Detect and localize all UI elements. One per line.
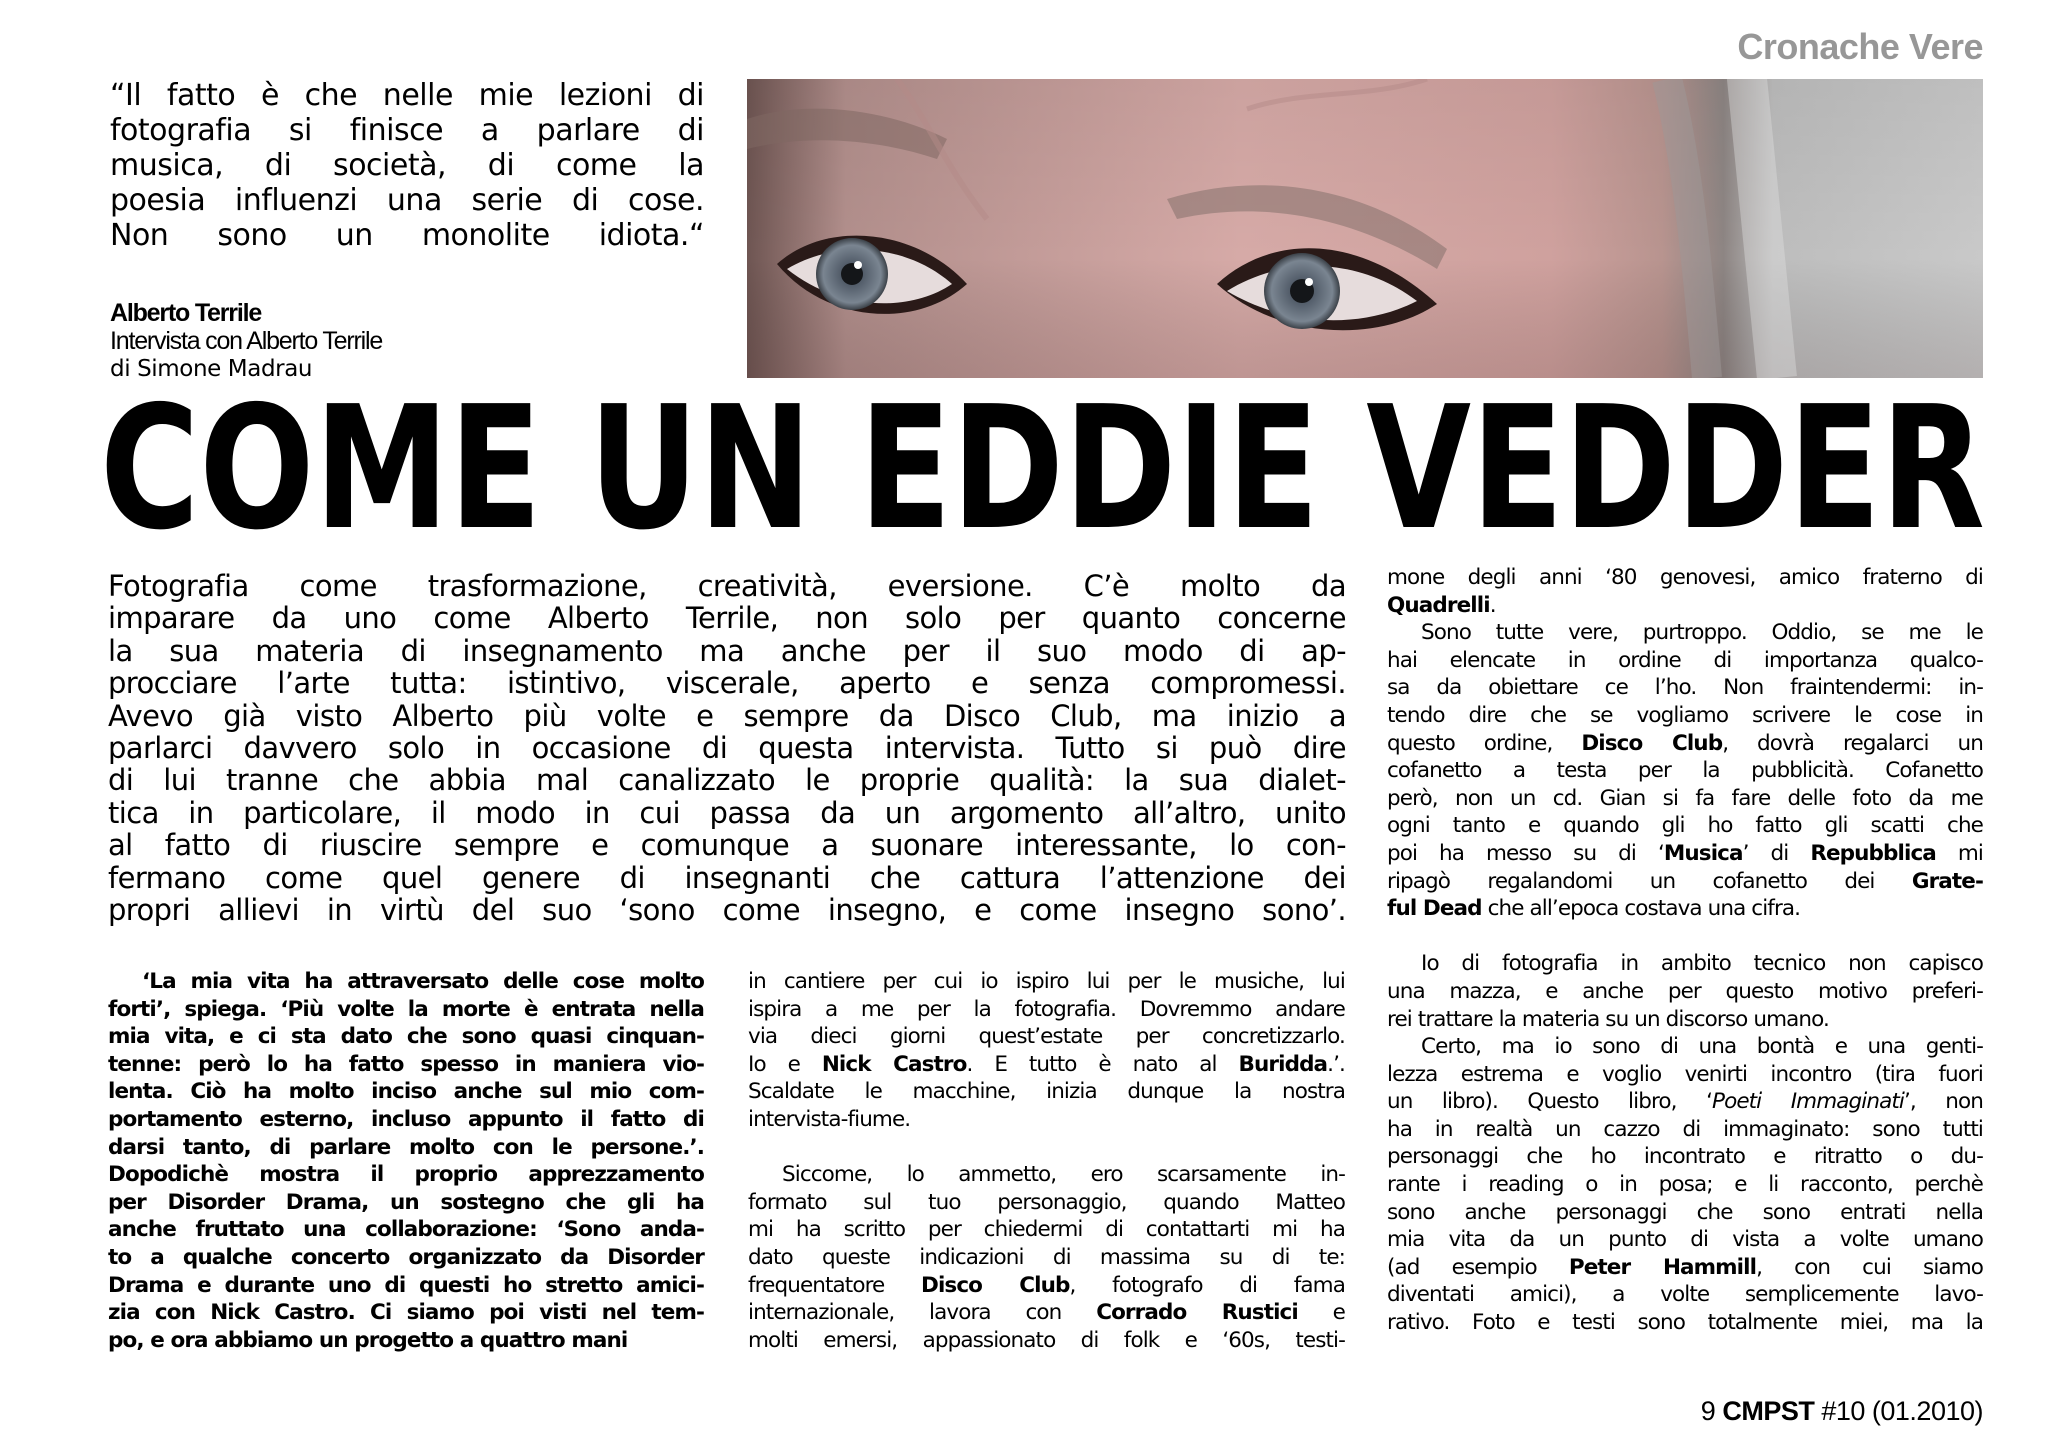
pull-quote-line: fotografia si finisce a parlare di — [110, 113, 704, 148]
text-line — [108, 1244, 704, 1272]
text-segment: per — [108, 1189, 168, 1215]
paragraph — [1387, 1033, 1983, 1337]
text-line — [108, 1051, 704, 1079]
text-segment: darsi tanto, di parlare molto con le persone.’. — [108, 1134, 704, 1160]
text-line — [1387, 840, 1983, 868]
bold-name: Peter Hammill — [1568, 1254, 1757, 1280]
text-segment: . E tutto è nato al — [966, 1051, 1239, 1077]
intro-line: di lui tranne che abbia mal canalizzato le proprie qualità: la sua dialet- — [108, 763, 1346, 798]
bold-name: ful Dead — [1387, 896, 1482, 922]
text-segment: molti emersi, appassionato di folk e ‘60s, testi- — [748, 1327, 1345, 1353]
text-segment: internazionale, lavora con — [748, 1300, 1097, 1326]
paragraph — [1387, 950, 1983, 1033]
text-segment: tendo dire che se vogliamo scrivere le cose in — [1387, 702, 1983, 728]
text-line — [1387, 1006, 1983, 1034]
text-line — [748, 1299, 1345, 1327]
text-segment: , con cui siamo — [1756, 1254, 1983, 1280]
text-segment: rante i reading o in posa; e li racconto, perchè — [1387, 1172, 1983, 1198]
bold-name: Disco Club — [1581, 730, 1723, 756]
bold-name: Buridda — [1238, 1051, 1328, 1077]
body-column-3 — [1387, 564, 1983, 1337]
pull-quote-line: poesia influenzi una serie di cose. — [110, 183, 704, 218]
text-line — [1387, 1226, 1983, 1254]
paragraph — [748, 1161, 1345, 1354]
text-line — [748, 1023, 1345, 1051]
text-line — [1387, 1309, 1983, 1337]
text-segment: lenta. Ciò ha molto inciso anche sul mio com- — [108, 1079, 704, 1105]
paragraph — [1387, 564, 1983, 619]
text-line — [1387, 1171, 1983, 1199]
paragraph — [1387, 619, 1983, 923]
page-number: 9 — [1700, 1396, 1716, 1426]
text-segment: che all’epoca costava una cifra. — [1481, 896, 1801, 922]
interviewee-name: Alberto Terrile — [110, 299, 262, 327]
article-headline — [100, 383, 1990, 533]
text-segment: rativo. Foto e testi sono totalmente miei, ma la — [1387, 1310, 1983, 1336]
paragraph — [108, 968, 704, 1354]
text-line — [1387, 647, 1983, 675]
text-segment: mia vita, e ci sta dato che sono quasi cinquan- — [108, 1024, 704, 1050]
text-segment: ispira a me per la fotografia. Dovremmo andare — [748, 996, 1345, 1022]
text-segment: una mazza, e anche per questo motivo preferi- — [1387, 978, 1983, 1004]
text-segment: Io e — [748, 1051, 822, 1077]
bold-name: Disorder Drama — [167, 1189, 362, 1215]
text-line — [1387, 812, 1983, 840]
eyes-closeup-photo — [747, 79, 1983, 378]
bold-name: Disorder — [607, 1244, 704, 1270]
article-subtitle: Intervista con Alberto Terrile — [110, 327, 383, 355]
text-line — [108, 968, 704, 996]
text-segment: mone degli anni ‘80 genovesi, amico fraterno di — [1387, 565, 1983, 590]
text-line — [108, 1106, 704, 1134]
text-line — [748, 1327, 1345, 1355]
text-segment: tenne: però lo ha fatto spesso in maniera vio- — [108, 1051, 704, 1077]
text-segment: personaggi che ho incontrato e ritratto o du- — [1387, 1144, 1983, 1170]
bold-name: Repubblica — [1810, 840, 1936, 866]
text-line — [108, 1327, 704, 1355]
text-line — [1387, 619, 1983, 647]
text-line — [748, 1161, 1345, 1189]
text-line — [1387, 978, 1983, 1006]
intro-line: la sua materia di insegnamento ma anche per il suo modo di ap- — [108, 633, 1346, 668]
text-segment: rei trattare la materia su un discorso umano. — [1387, 1006, 1829, 1032]
text-line — [108, 996, 704, 1024]
pull-quote-line: Non sono un monolite idiota.“ — [110, 218, 704, 253]
text-segment: Io di fotografia in ambito tecnico non capisco — [1421, 951, 1983, 977]
text-segment: Sono tutte vere, purtroppo. Oddio, se me le — [1421, 620, 1983, 646]
paragraph — [748, 968, 1345, 1134]
italic-title: Poeti Immaginati — [1712, 1089, 1904, 1115]
text-line — [748, 968, 1345, 996]
text-line — [1387, 1033, 1983, 1061]
text-line — [108, 1134, 704, 1162]
text-line — [1387, 674, 1983, 702]
text-segment: ha in realtà un cazzo di immaginato: sono tutti — [1387, 1116, 1983, 1142]
text-line — [748, 1216, 1345, 1244]
body-column-1 — [108, 968, 704, 1354]
text-segment: ogni tanto e quando gli ho fatto gli scatti che — [1387, 813, 1983, 839]
intro-line: parlarci davvero solo in occasione di questa intervista. Tutto si può dire — [108, 731, 1346, 766]
text-segment: hai elencate in ordine di importanza qualco- — [1387, 647, 1983, 673]
attribution — [110, 299, 382, 383]
text-segment: zia con — [108, 1300, 211, 1326]
bold-name: Grate- — [1911, 868, 1983, 894]
text-segment: formato sul tuo personaggio, quando Matteo — [748, 1189, 1345, 1215]
text-line — [108, 1299, 704, 1327]
text-segment: Scaldate le macchine, inizia dunque la nostra — [748, 1079, 1345, 1105]
text-line — [108, 1216, 704, 1244]
text-line — [748, 1106, 1345, 1134]
text-segment: e — [1297, 1300, 1345, 1326]
text-line — [1387, 564, 1983, 592]
text-line — [1387, 730, 1983, 758]
text-segment: frequentatore — [748, 1272, 921, 1298]
author-byline: di Simone Madrau — [110, 356, 313, 382]
text-segment: questo ordine, — [1387, 730, 1582, 756]
text-segment: .’. — [1327, 1051, 1345, 1077]
text-segment: . — [1489, 592, 1496, 618]
issue-info: #10 (01.2010) — [1821, 1396, 1983, 1426]
intro-paragraph — [108, 570, 1346, 926]
bold-name: Musica — [1663, 840, 1743, 866]
bold-name: Quadrelli — [1387, 592, 1490, 618]
text-line — [108, 1023, 704, 1051]
intro-line: fermano come quel genere di insegnanti che cattura l’attenzione dei — [108, 860, 1346, 895]
section-label: Cronache Vere — [1737, 26, 1983, 67]
text-line — [748, 1272, 1345, 1300]
text-segment: mi — [1935, 840, 1983, 866]
text-segment: dato queste indicazioni di massima su di te: — [748, 1244, 1345, 1270]
text-segment: poi ha messo su di ‘ — [1387, 840, 1664, 866]
text-segment: ’, non — [1903, 1089, 1983, 1115]
text-segment: anche fruttato una collaborazione: ‘Sono anda- — [108, 1217, 704, 1243]
pull-quote-line: musica, di società, di come la — [110, 148, 704, 183]
text-line — [1387, 1281, 1983, 1309]
text-segment: cofanetto a testa per la pubblicità. Cofanetto — [1387, 758, 1983, 784]
text-segment: ’ di — [1742, 840, 1811, 866]
text-line — [748, 996, 1345, 1024]
intro-line: procciare l’arte tutta: istintivo, viscerale, aperto e senza compromessi. — [108, 666, 1346, 701]
text-segment: . Ci siamo poi visti nel tem- — [347, 1300, 705, 1326]
text-segment: mi ha scritto per chiedermi di contattarti mi ha — [748, 1217, 1345, 1243]
pull-quote-line: “Il fatto è che nelle mie lezioni di — [110, 78, 704, 113]
paragraph-gap — [1387, 923, 1983, 951]
text-segment: to a qualche concerto organizzato da — [108, 1244, 608, 1270]
text-segment: e durante uno di questi ho stretto amici- — [183, 1272, 704, 1298]
headline-svg — [100, 383, 1990, 533]
text-line — [1387, 950, 1983, 978]
text-segment: po, e ora abbiamo un progetto a quattro mani — [108, 1327, 628, 1353]
text-line — [1387, 1143, 1983, 1171]
text-line — [1387, 785, 1983, 813]
bold-name: Disco Club — [921, 1272, 1070, 1298]
text-segment: (ad esempio — [1387, 1254, 1569, 1280]
text-segment: via dieci giorni quest’estate per concretizzarlo. — [748, 1024, 1345, 1050]
text-line — [108, 1189, 704, 1217]
page-footer — [1701, 1396, 1983, 1427]
bold-name: Nick Castro — [210, 1300, 348, 1326]
text-line — [748, 1244, 1345, 1272]
text-segment: in cantiere per cui io ispiro lui per le musiche, lui — [748, 969, 1345, 994]
intro-line: imparare da uno come Alberto Terrile, non solo per quanto concerne — [108, 601, 1346, 636]
text-segment: forti’, spiega. ‘Più volte la morte è entrata nella — [108, 996, 704, 1022]
text-segment: , un sostegno che gli ha — [361, 1189, 705, 1215]
text-line — [1387, 1088, 1983, 1116]
text-segment: , dovrà regalarci un — [1722, 730, 1983, 756]
text-segment: intervista-fiume. — [748, 1106, 911, 1132]
bold-name: Corrado Rustici — [1096, 1300, 1298, 1326]
text-line — [108, 1161, 704, 1189]
bold-name: Drama — [108, 1272, 184, 1298]
paragraph-gap — [748, 1134, 1345, 1162]
photo-illustration — [747, 79, 1983, 378]
body-column-2 — [748, 968, 1345, 1354]
text-line — [1387, 757, 1983, 785]
text-segment: Certo, ma io sono di una bontà e una genti- — [1421, 1034, 1983, 1060]
text-segment: Dopodichè mostra il proprio apprezzamento — [108, 1162, 704, 1188]
bold-name: Nick Castro — [821, 1051, 967, 1077]
text-line — [1387, 1061, 1983, 1089]
intro-line: Avevo già visto Alberto più volte e sempre da Disco Club, ma inizio a — [108, 698, 1346, 733]
pull-quote — [110, 78, 704, 253]
text-line — [1387, 895, 1983, 923]
text-segment: sono anche personaggi che sono entrati nella — [1387, 1199, 1983, 1225]
text-segment: diventati amici), a volte semplicemente lavo- — [1387, 1282, 1983, 1308]
text-line — [1387, 702, 1983, 730]
magazine-name: CMPST — [1722, 1396, 1815, 1426]
text-segment: portamento esterno, incluso appunto il fatto di — [108, 1106, 704, 1132]
text-segment: ripagò regalandomi un cofanetto dei — [1387, 868, 1912, 894]
text-line — [108, 1272, 704, 1300]
text-line — [1387, 868, 1983, 896]
text-line — [1387, 592, 1983, 620]
intro-line: tica in particolare, il modo in cui passa da un argomento all’altro, unito — [108, 795, 1346, 830]
headline-text: COME UN EDDIE VEDDER — [100, 383, 1986, 533]
intro-line: Fotografia come trasformazione, creatività, eversione. C’è molto da — [108, 569, 1346, 603]
text-segment: un libro). Questo libro, ‘ — [1387, 1089, 1712, 1115]
text-line — [108, 1078, 704, 1106]
text-line — [748, 1051, 1345, 1079]
text-line — [1387, 1254, 1983, 1282]
text-segment: però, non un cd. Gian si fa fare delle foto da me — [1387, 785, 1983, 811]
text-segment: Siccome, lo ammetto, ero scarsamente in- — [782, 1162, 1345, 1188]
text-segment: ‘La mia vita ha attraversato delle cose molto — [142, 969, 704, 994]
text-segment: mia vita da un punto di vista a volte umano — [1387, 1227, 1983, 1253]
text-segment: , fotografo di fama — [1069, 1272, 1346, 1298]
text-line — [748, 1189, 1345, 1217]
intro-line: al fatto di riuscire sempre e comunque a suonare interessante, lo con- — [108, 828, 1346, 863]
text-line — [1387, 1199, 1983, 1227]
text-line — [748, 1078, 1345, 1106]
intro-line: propri allievi in virtù del suo ‘sono come insegno, e come insegno sono’. — [108, 893, 1346, 928]
text-line — [1387, 1116, 1983, 1144]
text-segment: sa da obiettare ce l’ho. Non fraintendermi: in- — [1387, 675, 1983, 701]
text-segment: lezza estrema e voglio venirti incontro (tira fuori — [1387, 1061, 1983, 1087]
